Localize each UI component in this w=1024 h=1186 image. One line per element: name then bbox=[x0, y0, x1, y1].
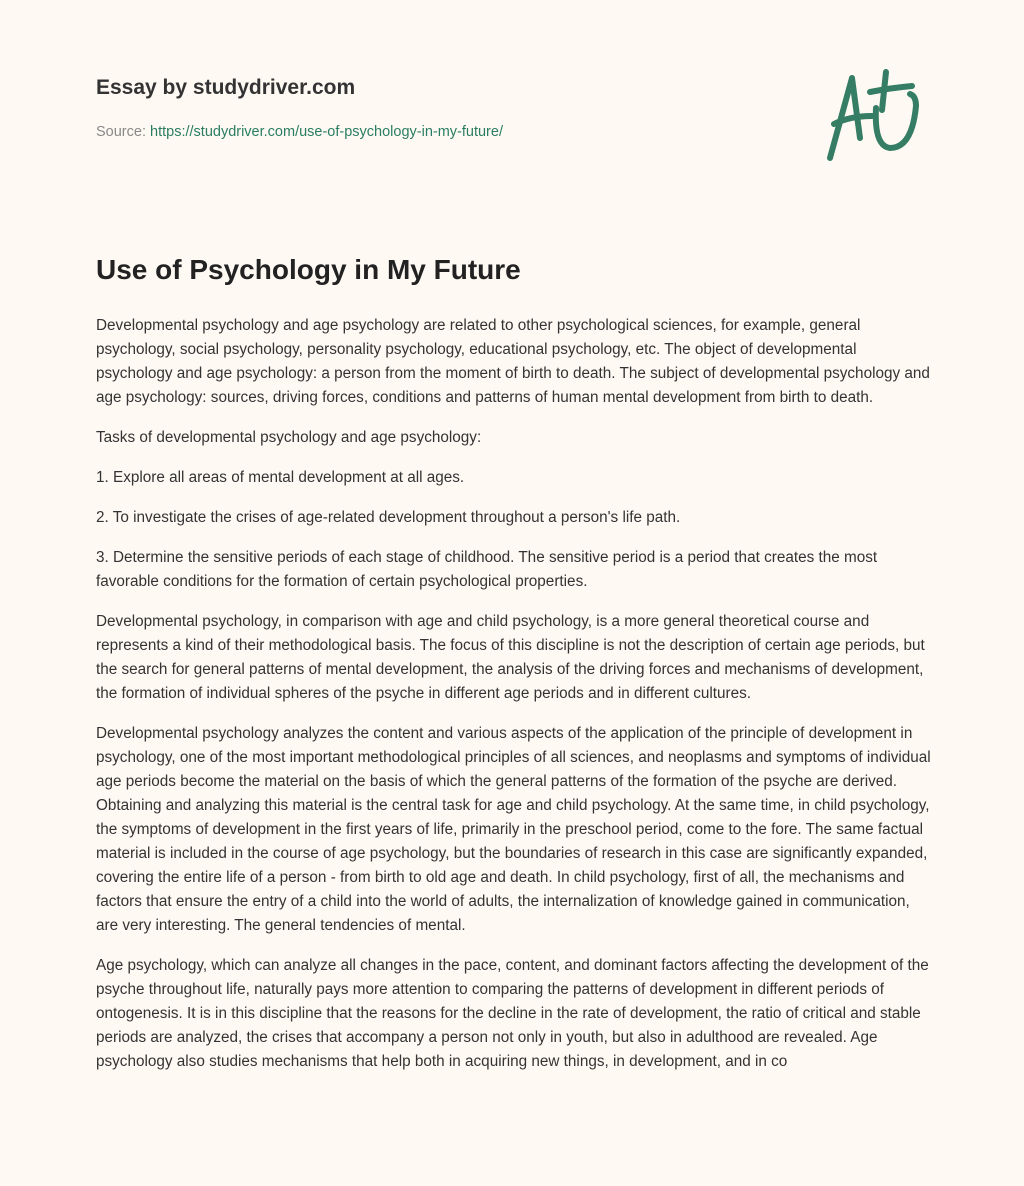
list-item: 1. Explore all areas of mental development at all ages. bbox=[96, 469, 465, 486]
essay-body bbox=[96, 314, 932, 1090]
paragraph: Age psychology, which can analyze all changes in the pace, content, and dominant factors affecting the development of the psyche throughout life, naturally pays more attention to comparing the patterns of development in different periods of ontogenesis. It is in this discipline that the reasons for the decline in the rate of development, the ratio of critical and stable periods are analyzed, the crises that accompany a person not only in youth, but also in adulthood are revealed. Age psychology also studies mechanisms that help both in acquiring new things, in development, and in co bbox=[96, 957, 929, 1070]
list-item: 2. To investigate the crises of age-related development throughout a person's life path. bbox=[96, 509, 681, 526]
source-link[interactable]: https://studydriver.com/use-of-psychology-in-my-future/ bbox=[150, 124, 503, 140]
source-line bbox=[96, 124, 503, 140]
source-label: Source: bbox=[96, 124, 146, 140]
paragraph: Developmental psychology analyzes the content and various aspects of the application of the principle of development in psychology, one of the most important methodological principles of all sciences, and neoplasms and symptoms of individual age periods become the material on the basis of which the general patterns of the formation of the psyche are derived. Obtaining and analyzing this material is the central task for age and child psychology. At the same time, in child psychology, the symptoms of development in the first years of life, primarily in the preschool period, come to the fore. The same factual material is included in the course of age psychology, but the boundaries of research in this case are significantly expanded, covering the entire life of a person - from birth to old age and death. In child psychology, first of all, the mechanisms and factors that ensure the entry of a child into the world of adults, the internalization of knowledge gained in communication, are very interesting. The general tendencies of mental. bbox=[96, 725, 931, 934]
essay-title: Use of Psychology in My Future bbox=[96, 254, 521, 285]
a-plus-logo-icon bbox=[820, 66, 930, 166]
list-item: 3. Determine the sensitive periods of each stage of childhood. The sensitive period is a period that creates the most favorable conditions for the formation of certain psychological properties. bbox=[96, 549, 878, 590]
site-brand: Essay by studydriver.com bbox=[96, 76, 356, 99]
paragraph: Developmental psychology, in comparison with age and child psychology, is a more general theoretical course and represents a kind of their methodological basis. The focus of this discipline is not the description of certain age periods, but the search for general patterns of mental development, the analysis of the driving forces and mechanisms of development, the formation of individual spheres of the psyche in different age periods and in different cultures. bbox=[96, 613, 925, 702]
paragraph: Tasks of developmental psychology and age psychology: bbox=[96, 429, 482, 446]
paragraph: Developmental psychology and age psychology are related to other psychological sciences, for example, general psychology, social psychology, personality psychology, educational psychology, etc. The object of developmental psychology and age psychology: a person from the moment of birth to death. The subject of developmental psychology and age psychology: sources, driving forces, conditions and patterns of human mental development from birth to death. bbox=[96, 317, 930, 406]
